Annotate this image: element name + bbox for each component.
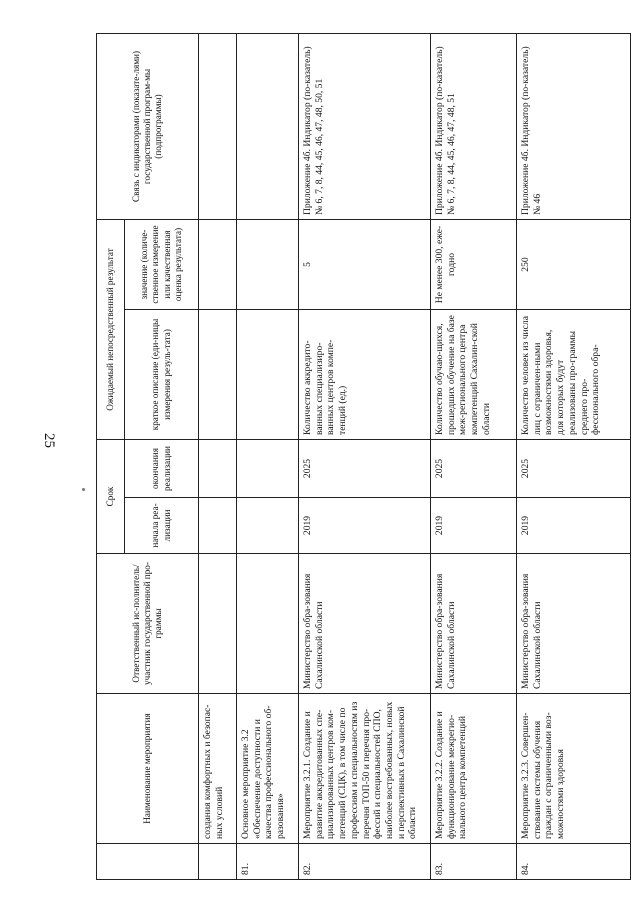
header-name: Наименование мероприятия [97,694,199,844]
row-result-desc: Количество обучаю-щихся, прошедших обучение на базе меж-регионального центра компетенций Сахалин-ской области [431,310,517,440]
header-term: Срок [97,440,125,554]
table-row [431,34,517,880]
row-link: Приложение 4б. Индикатор (по-казатель) № 46 [517,34,631,220]
row-num [199,844,237,880]
table-row [517,34,631,880]
row-result-value: 5 [299,220,431,310]
row-link: Приложение 4б. Индикатор (по-казатель) № 6, 7, 8, 44, 45, 46, 47, 48, 50, 51 [299,34,431,220]
row-end: 2025 [299,440,431,498]
header-num [97,844,199,880]
row-start: 2019 [431,498,517,554]
row-result-desc [237,310,299,440]
row-link [237,34,299,220]
header-row-1 [97,34,125,880]
row-end [237,440,299,498]
row-start: 2019 [299,498,431,554]
header-link: Связь с индикаторами (показате-лями) государственной програм-мы (подпрограммы) [97,34,199,220]
row-result-value [199,220,237,310]
row-result-desc: Количество человек из числа лиц с ограничен-ными возможностями здоровья, для которых будут реализованы про-граммы среднего про-фессионального обра- [517,310,631,440]
row-name: Мероприятие 3.2.2. Создание и функционирование межрегио-нального центра компетенций [431,694,517,844]
header-term-start: начала реа-лизации [125,498,199,554]
table-row [299,34,431,880]
row-result-value: Не менее 300, еже-годно [431,220,517,310]
header-term-end: окончания реализации [125,440,199,498]
row-result-desc: Количество аккредито-ванных специализиро-ванных центров компе-тенций (ед.) [299,310,431,440]
row-name: Основное мероприятие 3.2 «Обеспечение доступности и качества профессионального об-разования» [237,694,299,844]
row-result-value [237,220,299,310]
row-name: Мероприятие 3.2.1. Создание и развитие аккредитованных спе-циализированных центров ком-петенций (СЦК), в том числе по профессиям и специальностям из перечня ТОП-50 и перечня про-фессий и специальностей СПО, наиболее востребованных, новых и перспективных в Сахалинской области [299,694,431,844]
row-num: 83. [431,844,517,880]
row-responsible: Министерство обра-зования Сахалинской области [517,554,631,694]
row-responsible: Министерство обра-зования Сахалинской области [431,554,517,694]
rotated-table-frame [96,34,630,880]
row-link [199,34,237,220]
page-number [36,420,60,460]
row-end: 2025 [517,440,631,498]
row-link: Приложение 4б. Индикатор (по-казатель) № 6, 7, 8, 44, 45, 46, 47, 48, 51 [431,34,517,220]
row-num: 84. [517,844,631,880]
row-responsible: Министерство обра-зования Сахалинской области [299,554,431,694]
row-end [199,440,237,498]
row-start [237,498,299,554]
table-row [237,34,299,880]
row-responsible [199,554,237,694]
table-holder [96,34,630,880]
measures-table [96,33,631,880]
row-result-value: 250 [517,220,631,310]
row-num: 81. [237,844,299,880]
row-end: 2025 [431,440,517,498]
header-result-value: значение (количе-ственное измерение или качественная оценка результата) [125,220,199,310]
row-start: 2019 [517,498,631,554]
page-number-text: 25 [40,432,57,448]
row-name: Мероприятие 3.2.3. Совершен-ствование системы обучения граждан с ограниченными воз-можностями здоровья [517,694,631,844]
header-responsible: Ответственный ис-полнитель/участник государственной про-граммы [97,554,199,694]
row-start [199,498,237,554]
row-result-desc [199,310,237,440]
row-num: 82. [299,844,431,880]
header-result: Ожидаемый непосредственный результат [97,220,125,440]
row-name: создания комфортных и безопас-ных условий [199,694,237,844]
row-responsible [237,554,299,694]
scan-artifact-dot [82,488,85,491]
header-result-desc: краткое описание (еди-ницы измерения резуль-тата) [125,310,199,440]
table-row [199,34,237,880]
